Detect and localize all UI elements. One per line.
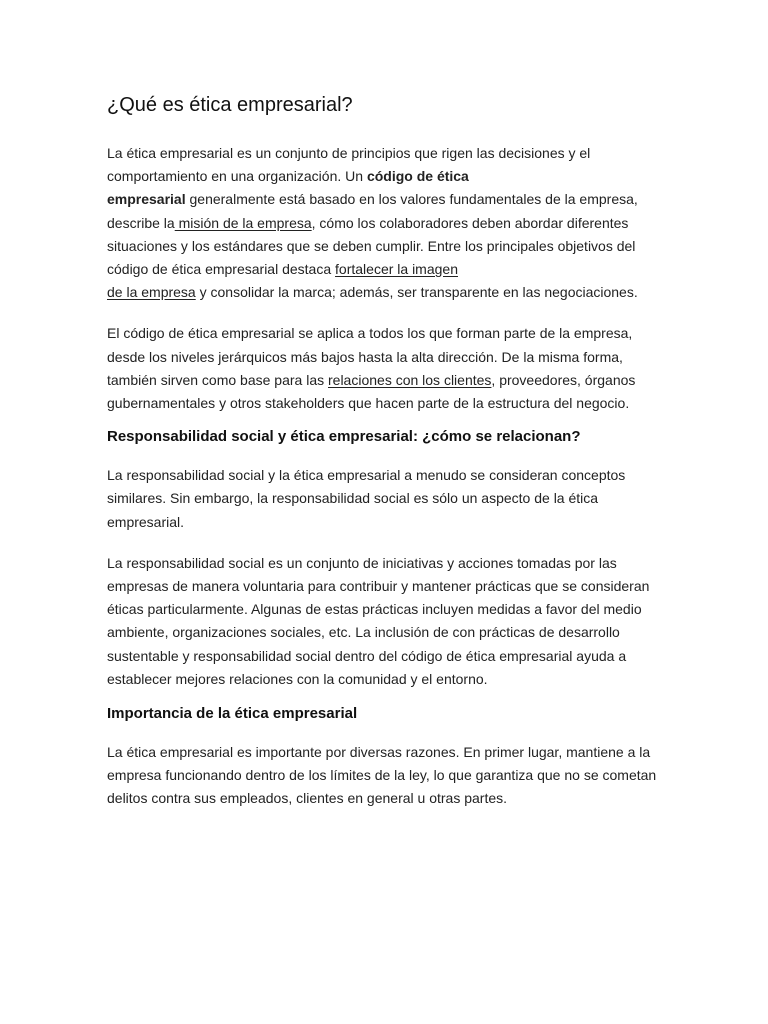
paragraph-importancia: La ética empresarial es importante por diversas razones. En primer lugar, mantiene a la empresa funcionando dentro de los límites de la ley, lo que garantiza que no se cometan delitos contra sus empleados, clientes en general u otras partes. <box>107 744 657 807</box>
link-relaciones-clientes[interactable]: relaciones con los clientes <box>328 371 492 388</box>
paragraph-text: , cómo los colaboradores deben abordar diferentes situaciones y los estándares que se deben cumplir. Entre los principales objetivos del código de ética empresarial destaca <box>107 214 636 278</box>
paragraph-responsabilidad-2: La responsabilidad social es un conjunto de iniciativas y acciones tomadas por las empresas de manera voluntaria para contribuir y mantener prácticas que se consideran éticas particularmente. Algunas de estas prácticas incluyen medidas a favor del medio ambiente, organizaciones sociales, etc. La inclusión de con prácticas de desarrollo sustentable y responsabilidad social dentro del código de ética empresarial ayuda a establecer mejores relaciones con la comunidad y el entorno. <box>107 554 650 687</box>
paragraph-text: , proveedores, órganos gubernamentales y otros stakeholders que hacen parte de la estructura del negocio. <box>107 371 636 412</box>
paragraph-intro <box>107 142 667 304</box>
page-title: ¿Qué es ética empresarial? <box>107 94 353 116</box>
paragraph-responsabilidad-1: La responsabilidad social y la ética empresarial a menudo se consideran conceptos similares. Sin embargo, la responsabilidad social es sólo un aspecto de la ética empresarial. <box>107 467 626 530</box>
link-mision-empresa[interactable]: misión de la empresa <box>174 214 312 231</box>
paragraph-text: El código de ética empresarial se aplica a todos los que forman parte de la empresa, desde los niveles jerárquicos más bajos hasta la alta dirección. De la misma forma, también sirven como base para las <box>107 325 633 388</box>
paragraph-text: generalmente está basado en los valores fundamentales de la empresa, describe la <box>107 191 638 231</box>
document-content <box>107 94 667 811</box>
section-heading-responsabilidad: Responsabilidad social y ética empresarial: ¿cómo se relacionan? <box>107 428 581 446</box>
bold-term-empresarial: empresarial <box>107 191 186 208</box>
link-fortalecer-imagen[interactable]: fortalecer la imagen <box>335 261 458 278</box>
paragraph-text: La ética empresarial es un conjunto de principios que rigen las decisiones y el comportamiento en una organización. Un <box>107 145 591 185</box>
bold-term-codigo: código de ética <box>366 168 469 185</box>
paragraph-text: y consolidar la marca; además, ser transparente en las negociaciones. <box>195 284 638 301</box>
section-heading-importancia: Importancia de la ética empresarial <box>107 705 358 723</box>
link-fortalecer-imagen-cont[interactable]: de la empresa <box>107 284 196 301</box>
paragraph-aplicacion <box>107 322 667 415</box>
